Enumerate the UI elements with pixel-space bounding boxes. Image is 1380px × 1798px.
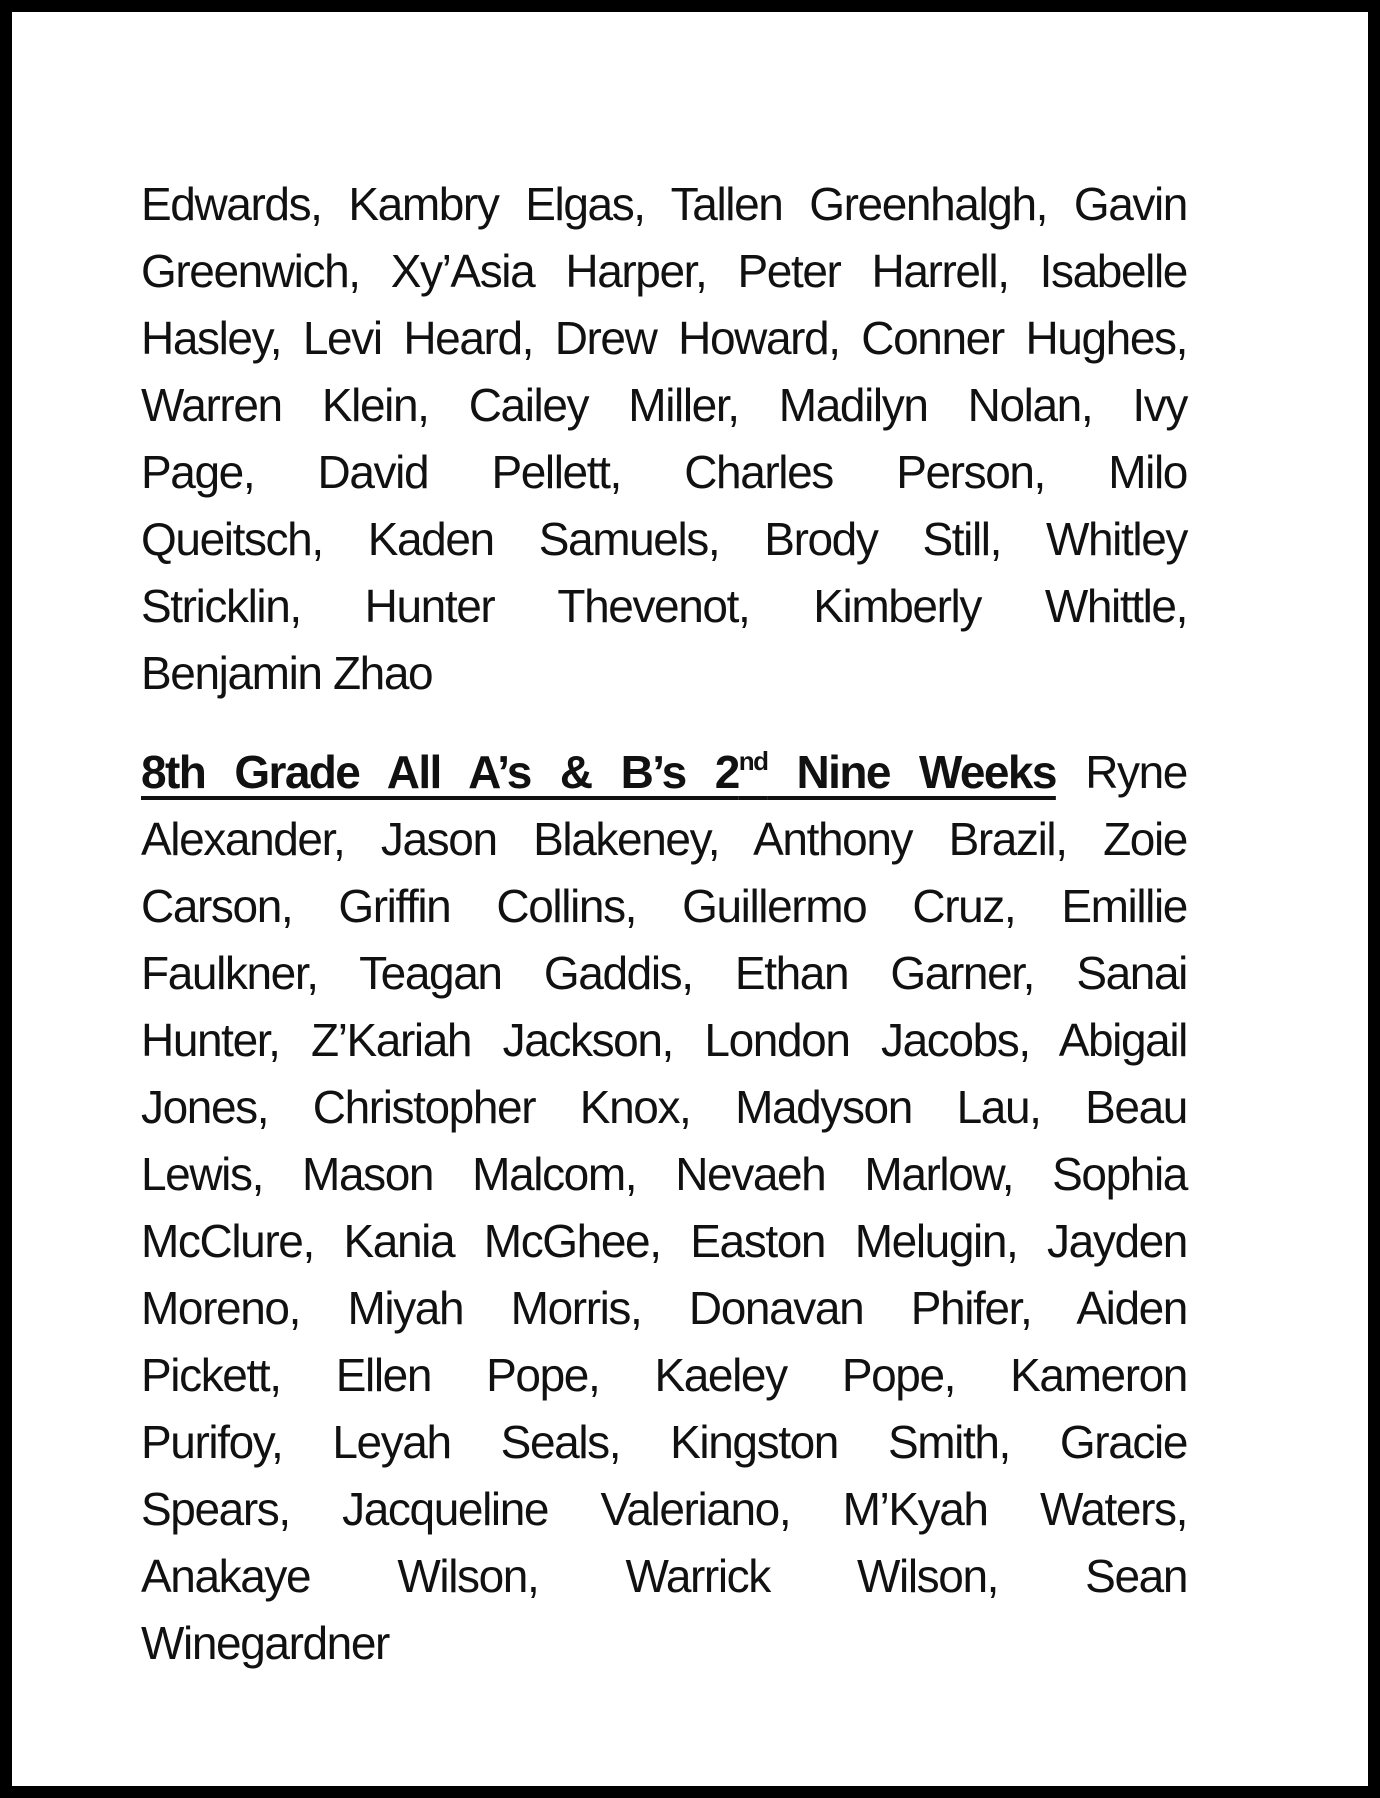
heading-text-end: Nine Weeks (767, 746, 1056, 798)
text-line: Hasley, Levi Heard, Drew Howard, Conner Hughes, (141, 312, 1187, 364)
heading-superscript: nd (738, 746, 768, 776)
text-line: Spears, Jacqueline Valeriano, M’Kyah Waters, (141, 1483, 1187, 1535)
honor-roll-list-continued (141, 171, 1187, 707)
text-line: Alexander, Jason Blakeney, Anthony Brazil, Zoie (141, 813, 1187, 865)
text-line: Hunter, Z’Kariah Jackson, London Jacobs, Abigail (141, 1014, 1187, 1066)
text-line: Anakaye Wilson, Warrick Wilson, Sean (141, 1550, 1187, 1602)
text-line: Greenwich, Xy’Asia Harper, Peter Harrell, Isabelle (141, 245, 1187, 297)
document-body (141, 171, 1187, 1677)
text-line: Benjamin Zhao (141, 647, 433, 699)
text-line: Carson, Griffin Collins, Guillermo Cruz, Emillie (141, 880, 1187, 932)
text-line: Winegardner (141, 1617, 389, 1669)
text-line: Queitsch, Kaden Samuels, Brody Still, Whitley (141, 513, 1187, 565)
text-line: Jones, Christopher Knox, Madyson Lau, Beau (141, 1081, 1187, 1133)
text-line: Stricklin, Hunter Thevenot, Kimberly Whittle, (141, 580, 1187, 632)
section-heading (141, 746, 1056, 798)
heading-line (141, 739, 1187, 806)
text-line: Pickett, Ellen Pope, Kaeley Pope, Kameron (141, 1349, 1187, 1401)
text-line: Warren Klein, Cailey Miller, Madilyn Nolan, Ivy (141, 379, 1187, 431)
text-fragment: Ryne (1085, 746, 1187, 798)
text-line: Page, David Pellett, Charles Person, Milo (141, 446, 1187, 498)
text-line: Edwards, Kambry Elgas, Tallen Greenhalgh, Gavin (141, 178, 1187, 230)
text-line: McClure, Kania McGhee, Easton Melugin, Jayden (141, 1215, 1187, 1267)
heading-text: 8th Grade All A’s & B’s 2 (141, 746, 739, 798)
text-line: Lewis, Mason Malcom, Nevaeh Marlow, Sophia (141, 1148, 1187, 1200)
text-line: Purifoy, Leyah Seals, Kingston Smith, Gracie (141, 1416, 1187, 1468)
text-line: Faulkner, Teagan Gaddis, Ethan Garner, Sanai (141, 947, 1187, 999)
eighth-grade-honor-roll (141, 739, 1187, 1677)
text-line: Moreno, Miyah Morris, Donavan Phifer, Aiden (141, 1282, 1187, 1334)
